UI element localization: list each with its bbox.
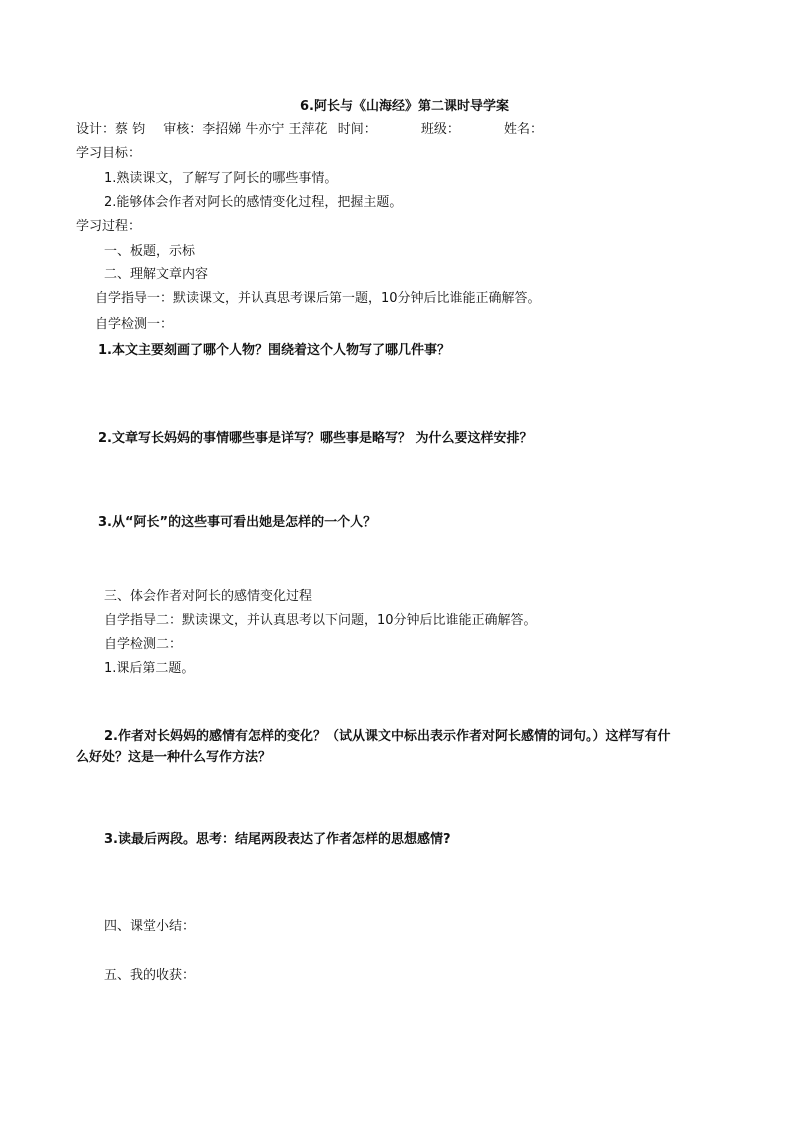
- check-item: 1.课后第二题。: [104, 661, 195, 676]
- objective-item: 1.熟读课文，了解写了阿长的哪些事情。: [104, 171, 338, 186]
- study-guide: 自学指导一：默读课文，并认真思考课后第一题，10分钟后比谁能正确解答。: [95, 291, 541, 306]
- question: 2.文章写长妈妈的事情哪些事是详写？哪些事是略写？ 为什么要这样安排？: [98, 431, 533, 446]
- name-label: 姓名：: [504, 122, 544, 137]
- page-title: 6.阿长与《山海经》第二课时导学案: [300, 99, 509, 114]
- section-heading: 三、体会作者对阿长的感情变化过程: [104, 589, 313, 604]
- self-check-label: 自学检测二：: [104, 637, 183, 652]
- question: 3.从“阿长”的这些事可看出她是怎样的一个人？: [98, 515, 377, 530]
- section-heading: 四、课堂小结：: [104, 919, 196, 934]
- study-guide: 自学指导二：默读课文，并认真思考以下问题，10分钟后比谁能正确解答。: [104, 613, 537, 628]
- process-heading: 学习过程：: [76, 219, 142, 234]
- self-check-label: 自学检测一：: [95, 317, 174, 332]
- time-label: 时间：: [337, 122, 377, 137]
- reviewers-label: 审核：李招娣 牛亦宁 王萍花: [163, 122, 328, 137]
- header-info: [76, 121, 543, 139]
- question: 3.读最后两段。思考：结尾两段表达了作者怎样的思想感情?: [104, 832, 451, 847]
- objectives-heading: 学习目标：: [76, 146, 142, 161]
- objective-item: 2.能够体会作者对阿长的感情变化过程，把握主题。: [104, 195, 403, 210]
- section-heading: 五、我的收获：: [104, 968, 196, 983]
- section-heading: 一、板题，示标: [104, 244, 196, 259]
- question-continuation: 么好处？这是一种什么写作方法？: [76, 750, 272, 765]
- question: 2.作者对长妈妈的感情有怎样的变化？（试从课文中标出表示作者对阿长感情的词句。）这样写有什: [104, 729, 671, 744]
- designer-label: 设计：蔡 钧: [76, 122, 146, 137]
- class-label: 班级：: [420, 122, 460, 137]
- section-heading: 二、理解文章内容: [104, 267, 209, 282]
- question: 1.本文主要刻画了哪个人物？围绕着这个人物写了哪几件事？: [98, 343, 450, 358]
